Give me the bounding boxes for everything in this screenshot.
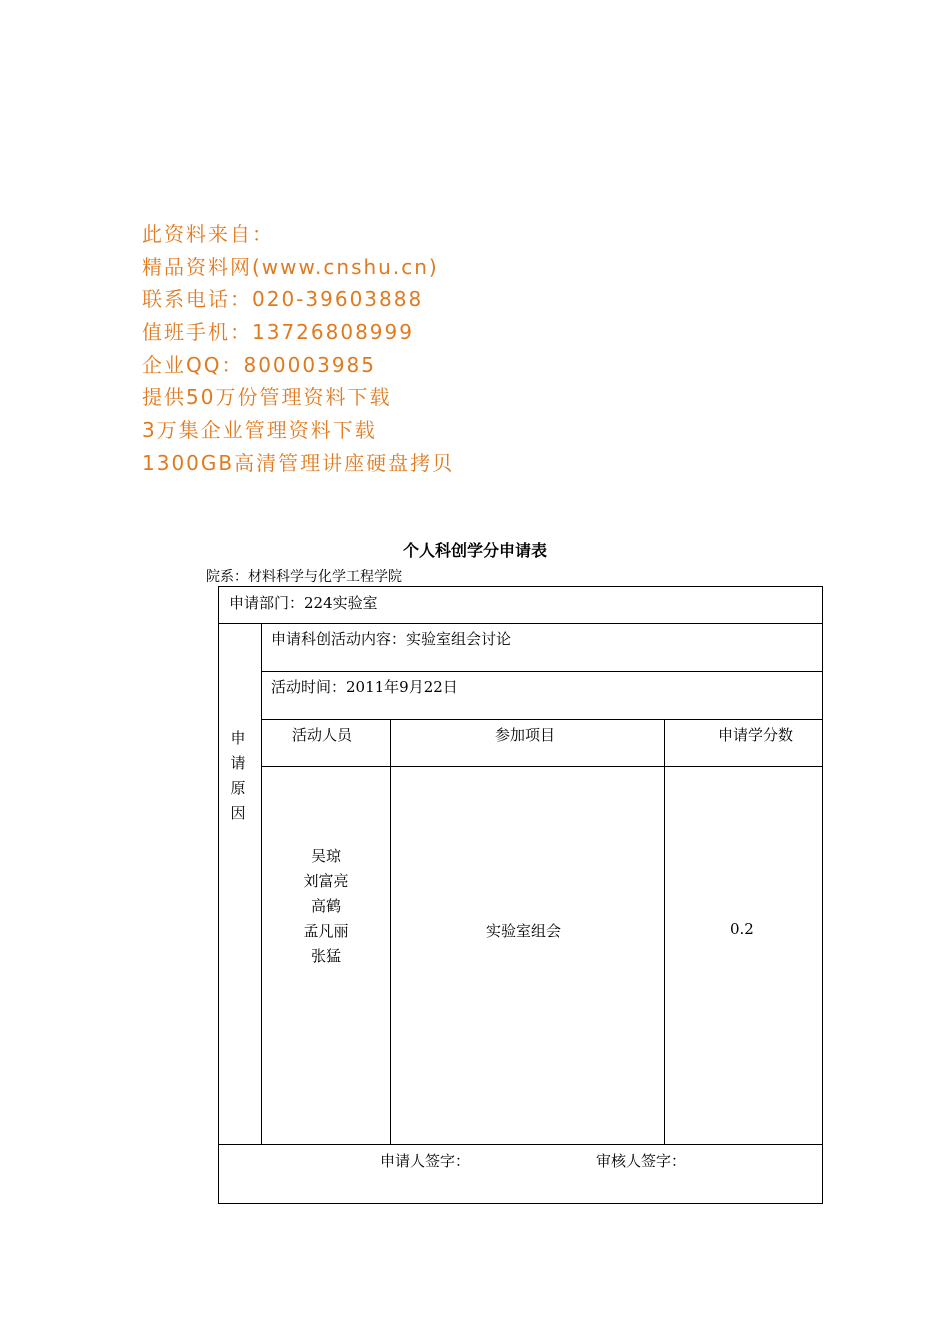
table-rule-row1 xyxy=(218,623,823,624)
table-border-left xyxy=(218,586,219,1204)
reason-char: 原 xyxy=(230,779,246,797)
table-rule-row2 xyxy=(261,671,823,672)
promo-line-website: 精品资料网(www.cnshu.cn) xyxy=(142,254,439,279)
promo-line-mobile: 值班手机：13726808999 xyxy=(142,320,414,345)
credits-value: 0.2 xyxy=(730,920,754,938)
promo-line-qq: 企业QQ：800003985 xyxy=(142,352,377,377)
table-rule-row3 xyxy=(261,719,823,720)
person-name: 刘富亮 xyxy=(303,872,349,890)
table-border-right xyxy=(822,586,823,1204)
person-name: 孟凡丽 xyxy=(303,922,349,940)
person-name: 高鹤 xyxy=(310,897,341,915)
reviewer-signature: 审核人签字： xyxy=(596,1152,687,1170)
table-border-bottom xyxy=(218,1203,823,1204)
applicant-signature: 申请人签字： xyxy=(380,1152,471,1170)
department-line: 院系：材料科学与化学工程学院 xyxy=(206,569,402,585)
promo-line-phone: 联系电话：020-39603888 xyxy=(142,287,424,312)
person-name: 吴琼 xyxy=(310,847,341,865)
reason-label xyxy=(228,726,248,826)
form-title: 个人科创学分申请表 xyxy=(402,541,547,560)
header-credits: 申请学分数 xyxy=(718,726,794,744)
header-people: 活动人员 xyxy=(292,726,353,744)
promo-line-offer-2: 3万集企业管理资料下载 xyxy=(142,418,377,443)
promo-line-source: 此资料来自： xyxy=(142,222,274,246)
header-project: 参加项目 xyxy=(495,726,556,744)
table-rule-row4 xyxy=(261,766,823,767)
people-list xyxy=(262,844,390,969)
table-rule-credits-col xyxy=(664,719,665,1145)
application-table xyxy=(218,586,823,1204)
promo-block xyxy=(142,218,454,480)
reason-char: 申 xyxy=(230,729,246,747)
promo-line-offer-3: 1300GB高清管理讲座硬盘拷贝 xyxy=(142,450,455,475)
project-value: 实验室组会 xyxy=(486,922,562,940)
applicant-department: 申请部门：224实验室 xyxy=(229,594,378,612)
reason-char: 因 xyxy=(230,804,246,822)
person-name: 张猛 xyxy=(310,947,341,965)
activity-time: 活动时间：2011年9月22日 xyxy=(271,678,458,696)
table-border-top xyxy=(218,586,823,587)
activity-content: 申请科创活动内容：实验室组会讨论 xyxy=(271,630,512,648)
table-rule-project-col xyxy=(390,719,391,1145)
table-rule-row5 xyxy=(218,1144,823,1145)
promo-line-offer-1: 提供50万份管理资料下载 xyxy=(142,385,392,410)
reason-char: 请 xyxy=(230,754,246,772)
